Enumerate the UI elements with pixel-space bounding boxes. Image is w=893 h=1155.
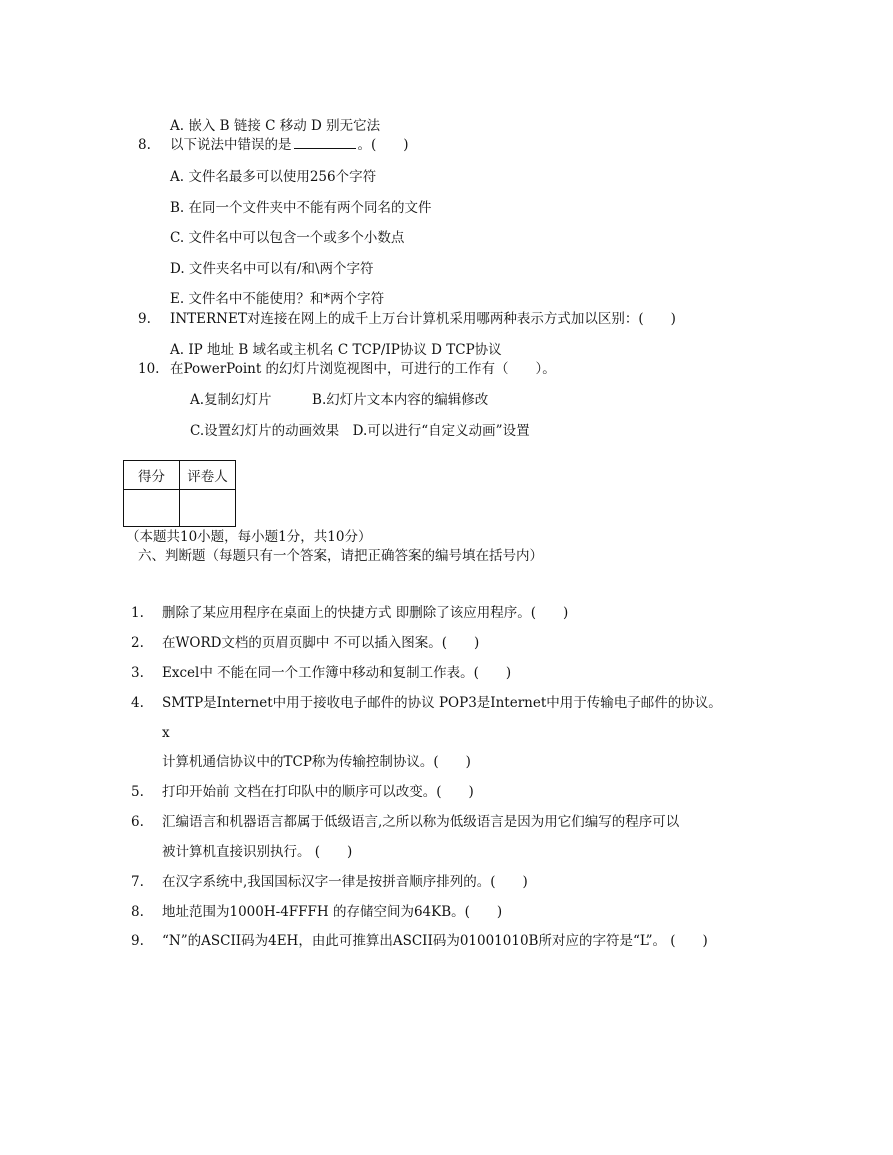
q8-stem [170,136,409,154]
judgment-text: 计算机通信协议中的TCP称为传输控制协议。( ) [162,754,471,770]
q10-options-row2: C.设置幻灯片的动画效果 D.可以进行“自定义动画”设置 [190,423,530,439]
q8-stem-after: 。( ) [357,137,409,153]
q7-options: A. 嵌入 B 链接 C 移动 D 别无它法 [170,118,381,134]
judgment-text: SMTP是Internet中用于接收电子邮件的协议 POP3是Internet中用于传输电子邮件的协议。 [162,695,722,711]
q8-stem-before: 以下说法中错误的是 [170,137,292,153]
judgment-text: Excel中 不能在同一个工作簿中移动和复制工作表。( ) [162,665,512,681]
judgment-number: 5. [131,784,144,800]
judgment-text: 地址范围为1000H-4FFFH 的存储空间为64KB。( ) [162,904,503,920]
answer-blank [294,136,356,149]
q8-number: 8. [138,137,151,153]
judgment-number: 1. [131,605,144,621]
q9-stem: INTERNET对连接在网上的成千上万台计算机采用哪两种表示方式加以区别：( ) [170,311,676,327]
judgment-text: 汇编语言和机器语言都属于低级语言,之所以称为低级语言是因为用它们编写的程序可以 [162,814,680,830]
judgment-number: 6. [131,814,144,830]
q10-number: 10. [138,361,160,377]
judgment-number: 2. [131,635,144,651]
section-note: （本题共10小题，每小题1分，共10分） [126,529,372,545]
score-header: 得分 [124,461,180,490]
section-title: 六、判断题（每题只有一个答案，请把正确答案的编号填在括号内） [138,548,543,564]
grader-header: 评卷人 [180,461,236,490]
judgment-text: 在WORD文档的页眉页脚中 不可以插入图案。( ) [162,635,480,651]
q10-stem: 在PowerPoint 的幻灯片浏览视图中，可进行的工作有（ ）。 [170,361,556,377]
judgment-number: 3. [131,665,144,681]
judgment-number: 8. [131,904,144,920]
q8-option-d: D. 文件夹名中可以有/和\两个字符 [170,261,374,277]
grader-cell [180,490,236,527]
q8-option-b: B. 在同一个文件夹中不能有两个同名的文件 [170,200,432,216]
q8-option-c: C. 文件名中可以包含一个或多个小数点 [170,230,405,246]
judgment-text: 删除了某应用程序在桌面上的快捷方式 即删除了该应用程序。( ) [162,605,569,621]
q10-options-row1: A.复制幻灯片 B.幻灯片文本内容的编辑修改 [190,392,489,408]
judgment-number: 9. [131,933,144,949]
judgment-text: 被计算机直接识别执行。 ( ) [162,844,353,860]
judgment-text: 打印开始前 文档在打印队中的顺序可以改变。( ) [162,784,474,800]
judgment-text: x [162,725,170,741]
score-table [123,460,236,527]
judgment-text: 在汉字系统中,我国国标汉字一律是按拼音顺序排列的。( ) [162,874,528,890]
judgment-number: 4. [131,695,144,711]
q9-number: 9. [138,311,151,327]
q8-option-a: A. 文件名最多可以使用256个字符 [170,169,377,185]
judgment-number: 7. [131,874,144,890]
q9-options: A. IP 地址 B 域名或主机名 C TCP/IP协议 D TCP协议 [170,342,502,358]
judgment-text: “N”的ASCII码为4EH，由此可推算出ASCII码为01001010B所对应的字符是“L”。 ( ) [162,933,708,949]
q8-option-e: E. 文件名中不能使用？和*两个字符 [170,291,385,307]
score-cell [124,490,180,527]
